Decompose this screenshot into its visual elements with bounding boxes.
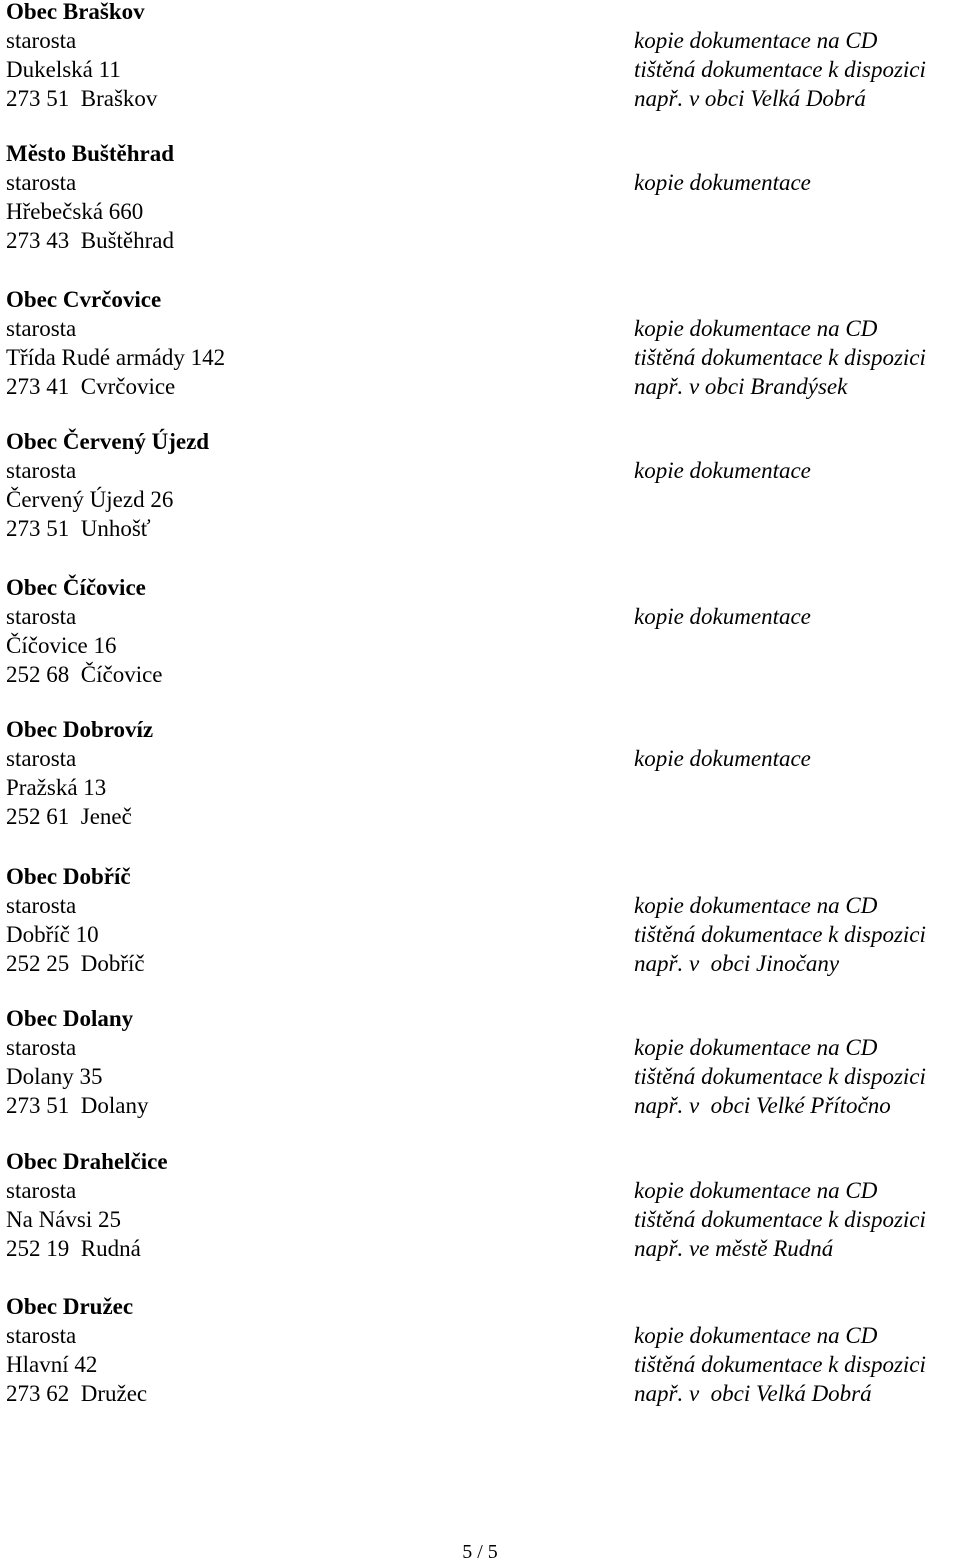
documentation-notes <box>634 1321 960 1408</box>
note-line: tištěná dokumentace k dispozici <box>634 345 926 370</box>
recipient-role: starosta <box>6 458 77 483</box>
note-line: kopie dokumentace na CD <box>634 1178 878 1203</box>
address-block <box>6 715 606 831</box>
documentation-notes <box>634 744 960 773</box>
address-block <box>6 1147 606 1263</box>
documentation-notes <box>634 602 960 631</box>
note-line: např. v obci Jinočany <box>634 951 840 976</box>
postal-city: 252 68 Číčovice <box>6 662 163 687</box>
entry-brastkov <box>0 0 960 113</box>
postal-city: 252 61 Jeneč <box>6 804 132 829</box>
recipient-role: starosta <box>6 746 77 771</box>
note-line: např. v obci Velké Přítočno <box>634 1093 891 1118</box>
address-block <box>6 0 606 113</box>
note-line: tištěná dokumentace k dispozici <box>634 1352 926 1377</box>
note-line: tištěná dokumentace k dispozici <box>634 57 926 82</box>
note-line: kopie dokumentace na CD <box>634 28 878 53</box>
entry-druzec <box>0 1292 960 1408</box>
entry-dolany <box>0 1004 960 1120</box>
recipient-role: starosta <box>6 170 77 195</box>
note-line: kopie dokumentace <box>634 746 811 771</box>
street-address: Dobříč 10 <box>6 922 99 947</box>
street-address: Číčovice 16 <box>6 633 117 658</box>
recipient-role: starosta <box>6 1178 77 1203</box>
street-address: Dukelská 11 <box>6 57 121 82</box>
note-line: kopie dokumentace na CD <box>634 316 878 341</box>
entry-bustehrad <box>0 139 960 255</box>
documentation-notes <box>634 168 960 197</box>
postal-city: 273 51 Unhošť <box>6 516 151 541</box>
street-address: Dolany 35 <box>6 1064 103 1089</box>
documentation-notes <box>634 1033 960 1120</box>
municipality-name: Obec Dobříč <box>6 864 131 889</box>
documentation-notes <box>634 314 960 401</box>
municipality-name: Obec Dolany <box>6 1006 134 1031</box>
municipality-name: Obec Červený Újezd <box>6 429 210 454</box>
note-line: tištěná dokumentace k dispozici <box>634 1064 926 1089</box>
note-line: tištěná dokumentace k dispozici <box>634 922 926 947</box>
municipality-name: Město Buštěhrad <box>6 141 175 166</box>
note-line: tištěná dokumentace k dispozici <box>634 1207 926 1232</box>
note-line: např. v obci Velká Dobrá <box>634 1381 872 1406</box>
note-line: např. v obci Brandýsek <box>634 374 848 399</box>
documentation-notes <box>634 456 960 485</box>
postal-city: 273 51 Braškov <box>6 86 158 111</box>
municipality-name: Obec Číčovice <box>6 575 146 600</box>
note-line: kopie dokumentace na CD <box>634 1035 878 1060</box>
postal-city: 273 62 Družec <box>6 1381 148 1406</box>
street-address: Hlavní 42 <box>6 1352 98 1377</box>
recipient-role: starosta <box>6 893 77 918</box>
documentation-notes <box>634 891 960 978</box>
postal-city: 273 41 Cvrčovice <box>6 374 176 399</box>
address-block <box>6 1292 606 1408</box>
documentation-notes <box>634 26 960 113</box>
entry-cerveny-ujezd <box>0 427 960 543</box>
note-line: kopie dokumentace na CD <box>634 893 878 918</box>
municipality-name: Obec Braškov <box>6 0 145 24</box>
entry-drahelcice <box>0 1147 960 1263</box>
recipient-role: starosta <box>6 316 77 341</box>
postal-city: 252 19 Rudná <box>6 1236 141 1261</box>
street-address: Hřebečská 660 <box>6 199 144 224</box>
page-number: 5 / 5 <box>462 1541 498 1563</box>
recipient-role: starosta <box>6 1035 77 1060</box>
entry-dobroviz <box>0 715 960 831</box>
entry-dobric <box>0 862 960 978</box>
address-block <box>6 862 606 978</box>
street-address: Červený Újezd 26 <box>6 487 174 512</box>
recipient-role: starosta <box>6 1323 77 1348</box>
note-line: např. v obci Velká Dobrá <box>634 86 866 111</box>
note-line: kopie dokumentace <box>634 170 811 195</box>
street-address: Na Návsi 25 <box>6 1207 121 1232</box>
entry-cvrcovice <box>0 285 960 401</box>
municipality-name: Obec Drahelčice <box>6 1149 168 1174</box>
municipality-name: Obec Družec <box>6 1294 134 1319</box>
documentation-notes <box>634 1176 960 1263</box>
recipient-role: starosta <box>6 604 77 629</box>
recipient-role: starosta <box>6 28 77 53</box>
address-block <box>6 427 606 543</box>
note-line: např. ve městě Rudná <box>634 1236 834 1261</box>
note-line: kopie dokumentace <box>634 604 811 629</box>
postal-city: 273 51 Dolany <box>6 1093 149 1118</box>
street-address: Pražská 13 <box>6 775 107 800</box>
municipality-name: Obec Cvrčovice <box>6 287 162 312</box>
postal-city: 252 25 Dobříč <box>6 951 145 976</box>
note-line: kopie dokumentace na CD <box>634 1323 878 1348</box>
municipality-name: Obec Dobrovíz <box>6 717 154 742</box>
address-block <box>6 285 606 401</box>
address-block <box>6 1004 606 1120</box>
address-block <box>6 139 606 255</box>
postal-city: 273 43 Buštěhrad <box>6 228 175 253</box>
street-address: Třída Rudé armády 142 <box>6 345 226 370</box>
note-line: kopie dokumentace <box>634 458 811 483</box>
entry-cicovice <box>0 573 960 689</box>
address-block <box>6 573 606 689</box>
